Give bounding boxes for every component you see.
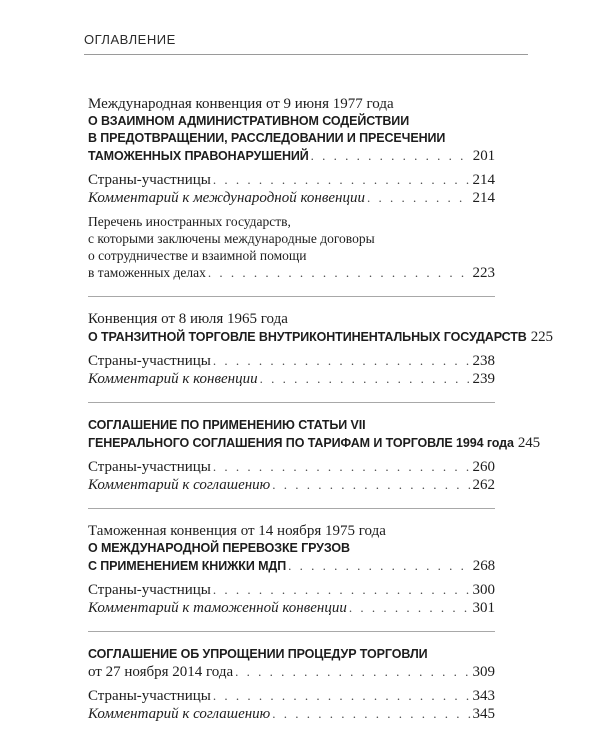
dot-leader [311, 147, 471, 164]
page-number: 225 [530, 329, 553, 345]
toc-section [88, 96, 495, 282]
toc-heading: ОГЛАВЛЕНИЕ [84, 32, 176, 47]
dot-leader [260, 370, 471, 387]
toc-entry[interactable] [88, 476, 495, 494]
toc-entry[interactable] [88, 705, 495, 723]
toc-title-line [88, 113, 495, 130]
page-number: 268 [472, 558, 495, 574]
toc-title-line [88, 130, 495, 147]
toc-entry[interactable] [88, 264, 495, 282]
toc-section [88, 311, 553, 388]
toc-title-line [88, 523, 495, 540]
toc-entry-text: Международная конвенция от 9 июня 1977 года [88, 96, 394, 112]
toc-entry-text: Комментарий к соглашению [88, 477, 271, 493]
toc-entry-text: СОГЛАШЕНИЕ ПО ПРИМЕНЕНИЮ СТАТЬИ VII [88, 418, 366, 432]
toc-entry[interactable] [88, 599, 495, 617]
dot-leader [235, 663, 470, 680]
page-number: 300 [472, 582, 495, 598]
toc-title-line [88, 247, 495, 264]
page-number: 238 [472, 353, 495, 369]
toc-entry-text: с которыми заключены международные договоры [88, 231, 375, 246]
toc-entry-text: О ВЗАИМНОМ АДМИНИСТРАТИВНОМ СОДЕЙСТВИИ [88, 114, 410, 128]
header-rule [84, 54, 528, 55]
toc-entry[interactable] [88, 328, 553, 346]
dot-leader [213, 581, 471, 598]
toc-title-line [88, 96, 495, 113]
section-divider [88, 631, 495, 632]
dot-leader [213, 458, 471, 475]
toc-entry-text: о сотрудничестве и взаимной помощи [88, 248, 307, 263]
toc-title-line [88, 646, 495, 663]
toc-entry-text: О ТРАНЗИТНОЙ ТОРГОВЛЕ ВНУТРИКОНТИНЕНТАЛЬНЫХ ГОСУДАРСТВ [88, 330, 527, 344]
toc-entry[interactable] [88, 557, 495, 575]
page-number: 345 [472, 706, 495, 722]
toc-title-line [88, 311, 495, 328]
page-number: 214 [472, 172, 495, 188]
section-divider [88, 508, 495, 509]
toc-entry-text: Страны-участницы [88, 172, 211, 188]
toc-entry[interactable] [88, 434, 541, 452]
toc-entry-text: О МЕЖДУНАРОДНОЙ ПЕРЕВОЗКЕ ГРУЗОВ [88, 541, 350, 555]
toc-entry[interactable] [88, 581, 495, 599]
toc-entry[interactable] [88, 458, 495, 476]
page-number: 309 [472, 664, 495, 680]
toc-entry-text: Комментарий к конвенции [88, 371, 258, 387]
page-number: 223 [472, 265, 495, 281]
toc-entry-text: Перечень иностранных государств, [88, 214, 291, 229]
toc-section [88, 523, 495, 617]
dot-leader [288, 557, 471, 574]
toc-title-line [88, 540, 495, 557]
toc-entry-text: Страны-участницы [88, 688, 211, 704]
toc-entry-text: ГЕНЕРАЛЬНОГО СОГЛАШЕНИЯ ПО ТАРИФАМ И ТОРГОВЛЕ 1994 года [88, 436, 514, 450]
toc-entry-text: ТАМОЖЕННЫХ ПРАВОНАРУШЕНИЙ [88, 149, 309, 163]
toc-entry-text: от 27 ноября 2014 года [88, 664, 234, 680]
toc-entry-text: Таможенная конвенция от 14 ноября 1975 года [88, 523, 386, 539]
toc-entry-text: Комментарий к международной конвенции [88, 190, 365, 206]
page-number: 239 [472, 371, 495, 387]
dot-leader [272, 476, 470, 493]
dot-leader [213, 352, 471, 369]
dot-leader [367, 189, 471, 206]
toc-section [88, 646, 495, 723]
toc-entry-text: Конвенция от 8 июля 1965 года [88, 311, 288, 327]
dot-leader [272, 705, 470, 722]
toc-entry-text: Страны-участницы [88, 582, 211, 598]
dot-leader [213, 171, 471, 188]
table-of-contents [88, 96, 553, 723]
toc-title-line [88, 213, 495, 230]
toc-entry-text: Комментарий к соглашению [88, 706, 271, 722]
page-number: 262 [472, 477, 495, 493]
toc-entry-text: С ПРИМЕНЕНИЕМ КНИЖКИ МДП [88, 559, 287, 573]
page-number: 301 [472, 600, 495, 616]
toc-entry-text: Страны-участницы [88, 459, 211, 475]
toc-entry[interactable] [88, 663, 495, 681]
toc-entry-text: в таможенных делах [88, 265, 206, 280]
page-number: 343 [472, 688, 495, 704]
toc-title-line [88, 417, 495, 434]
toc-entry-text: В ПРЕДОТВРАЩЕНИИ, РАССЛЕДОВАНИИ И ПРЕСЕЧЕНИИ [88, 131, 446, 145]
page-number: 260 [472, 459, 495, 475]
toc-entry[interactable] [88, 171, 495, 189]
toc-entry[interactable] [88, 189, 495, 207]
toc-entry-text: Страны-участницы [88, 353, 211, 369]
toc-entry[interactable] [88, 352, 495, 370]
toc-entry[interactable] [88, 687, 495, 705]
toc-entry[interactable] [88, 147, 495, 165]
toc-entry-text: СОГЛАШЕНИЕ ОБ УПРОЩЕНИИ ПРОЦЕДУР ТОРГОВЛИ [88, 647, 428, 661]
dot-leader [208, 264, 471, 281]
dot-leader [213, 687, 471, 704]
toc-title-line [88, 230, 495, 247]
page-number: 214 [472, 190, 495, 206]
toc-entry-text: Комментарий к таможенной конвенции [88, 600, 347, 616]
section-divider [88, 296, 495, 297]
section-divider [88, 402, 495, 403]
page-number: 201 [472, 148, 495, 164]
dot-leader [349, 599, 471, 616]
toc-section [88, 417, 541, 494]
toc-entry[interactable] [88, 370, 495, 388]
page-number: 245 [517, 435, 541, 451]
